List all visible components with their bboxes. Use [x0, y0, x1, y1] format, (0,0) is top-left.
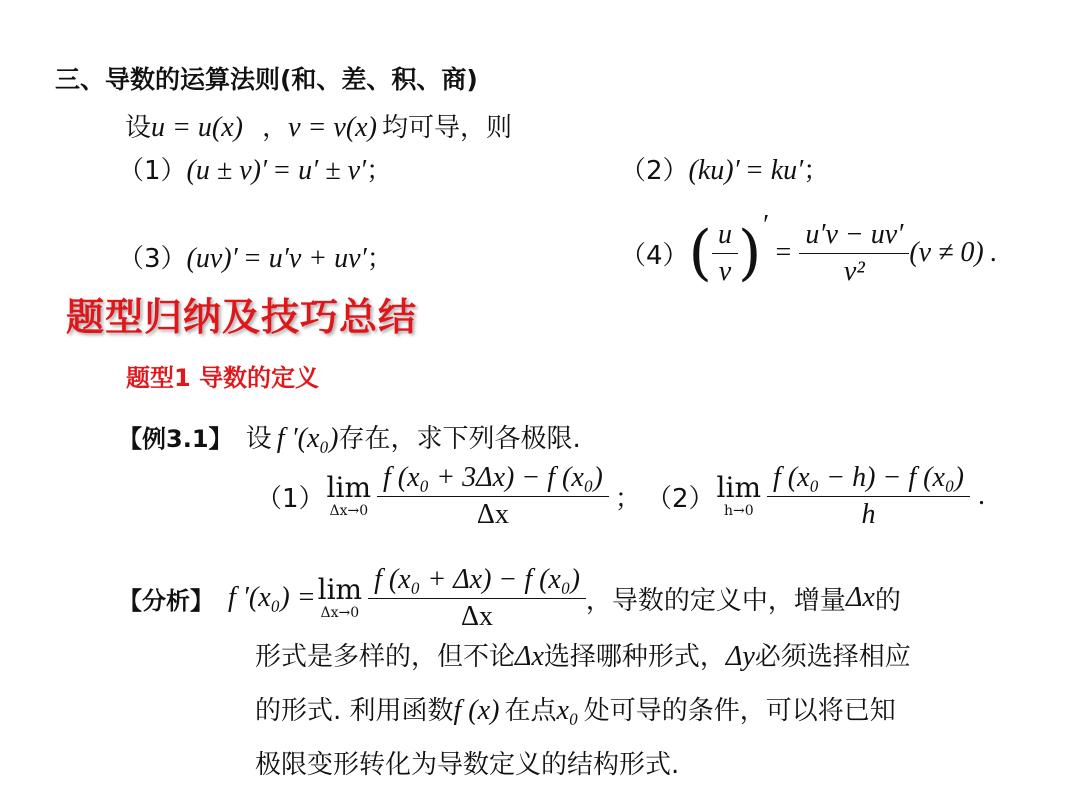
- rule-4-paren-close: ): [737, 218, 762, 288]
- analysis-num: f (x₀ + Δx) − f (x₀): [374, 563, 580, 595]
- rule-2-rhs: = ku′: [744, 155, 804, 186]
- rule-1-rhs: = u′ ± v′: [272, 155, 367, 186]
- analysis-line3-f: f (x): [453, 695, 500, 726]
- premise-sep: ，: [262, 113, 289, 143]
- premise-lead: 设: [125, 113, 152, 143]
- analysis-line-1: [118, 560, 901, 636]
- analysis-line1-tail: ，导数的定义中，增量: [585, 585, 846, 616]
- example-q1: [256, 458, 641, 534]
- rule-4-eq: =: [775, 237, 792, 268]
- q1-lim-sub: Δx→0: [329, 503, 369, 519]
- q1-num: f (x₀ + 3Δx) − f (x₀): [383, 461, 603, 493]
- rule-1-lhs: (u ± v)′: [186, 155, 268, 186]
- analysis-line2-dx: Δx: [515, 641, 544, 672]
- rule-4-den: v²: [799, 253, 909, 288]
- example-stmt-a: 设: [245, 424, 272, 454]
- analysis-line2-b: 选择哪种形式，: [543, 642, 726, 672]
- example-q2: [646, 458, 985, 534]
- analysis-line2-c: 必须选择相应: [754, 642, 911, 672]
- q2-end: .: [977, 480, 985, 511]
- section-heading: 三、导数的运算法则(和、差、积、商): [55, 65, 478, 94]
- rule-1: [118, 150, 392, 187]
- analysis-lim-sub: Δx→0: [320, 605, 360, 621]
- q1-end: ；: [614, 483, 641, 514]
- analysis-line3-x0: x₀: [556, 695, 579, 726]
- premise-tail: 均可导，则: [382, 113, 513, 143]
- q1-den: Δx: [377, 496, 609, 531]
- example-stmt-b: 存在，求下列各极限.: [338, 424, 581, 454]
- rule-3-rhs: = u′v + uv′: [242, 243, 367, 274]
- analysis-line-2: [255, 636, 911, 673]
- premise-v-eq: v = v(x): [288, 112, 377, 143]
- q1-fraction: [377, 462, 609, 531]
- rule-3-end: ；: [366, 244, 393, 274]
- analysis-line-3: [255, 690, 896, 727]
- rule-4-rhs-fraction: [799, 219, 909, 288]
- analysis-line2-a: 形式是多样的，但不论: [255, 642, 516, 672]
- rule-4-u: u: [717, 218, 732, 250]
- rule-3-label: （3）: [118, 244, 187, 274]
- rule-4: [620, 208, 997, 298]
- q2-fraction: [767, 462, 970, 531]
- analysis-tag: 【分析】: [118, 586, 214, 615]
- rule-2-end: ；: [803, 156, 830, 186]
- rule-4-label: （4）: [620, 240, 689, 271]
- rule-3-lhs: (uv)′: [186, 243, 238, 274]
- analysis-de: 的: [874, 585, 901, 616]
- rule-4-num: u′v − uv′: [805, 218, 904, 250]
- rule-1-label: （1）: [118, 156, 187, 186]
- rule-4-end: .: [989, 237, 997, 268]
- analysis-line3-a: 的形式. 利用函数: [255, 696, 454, 726]
- example-tag: 【例3.1】: [118, 425, 233, 453]
- q1-lim: [327, 473, 371, 519]
- example-statement: [118, 418, 581, 455]
- rule-3: [118, 238, 393, 275]
- analysis-line3-c: 处可导的条件，可以将已知: [583, 696, 896, 726]
- analysis-fraction: [368, 564, 586, 633]
- q1-lim-word: lim: [326, 471, 372, 504]
- q2-den: h: [767, 496, 970, 531]
- q1-label: （1）: [256, 483, 325, 514]
- rule-4-v: v: [712, 253, 738, 288]
- rule-2-lhs: (ku)′: [688, 155, 740, 186]
- rule-4-prime: ′: [761, 210, 768, 241]
- q2-lim: [717, 473, 761, 519]
- rule-2: [620, 150, 829, 187]
- analysis-lim-word: lim: [317, 573, 363, 606]
- q2-lim-word: lim: [716, 471, 762, 504]
- analysis-line3-b: 在点: [504, 696, 557, 726]
- premise-u-eq: u = u(x): [151, 112, 243, 143]
- type-title: 题型1 导数的定义: [126, 364, 320, 392]
- q2-label: （2）: [646, 483, 715, 514]
- rule-4-cond: (v ≠ 0): [909, 237, 984, 268]
- rule-2-label: （2）: [620, 156, 689, 186]
- rule-4-paren-open: (: [688, 218, 712, 288]
- q2-lim-sub: h→0: [723, 503, 754, 519]
- analysis-line-4: 极限变形转化为导数定义的结构形式.: [255, 750, 680, 780]
- summary-title: 题型归纳及技巧总结: [66, 295, 418, 339]
- premise-line: [125, 107, 512, 144]
- analysis-dx: Δx: [845, 582, 875, 613]
- analysis-den: Δx: [368, 598, 586, 633]
- analysis-lim: [318, 575, 362, 621]
- rule-1-end: ；: [366, 156, 393, 186]
- rule-4-uv-fraction: [712, 219, 738, 288]
- analysis-line2-dy: Δy: [725, 641, 755, 672]
- analysis-lhs: f ′(x₀) =: [228, 582, 316, 613]
- example-stmt-f: f ′(x₀): [276, 423, 339, 454]
- q2-num: f (x₀ − h) − f (x₀): [773, 461, 964, 493]
